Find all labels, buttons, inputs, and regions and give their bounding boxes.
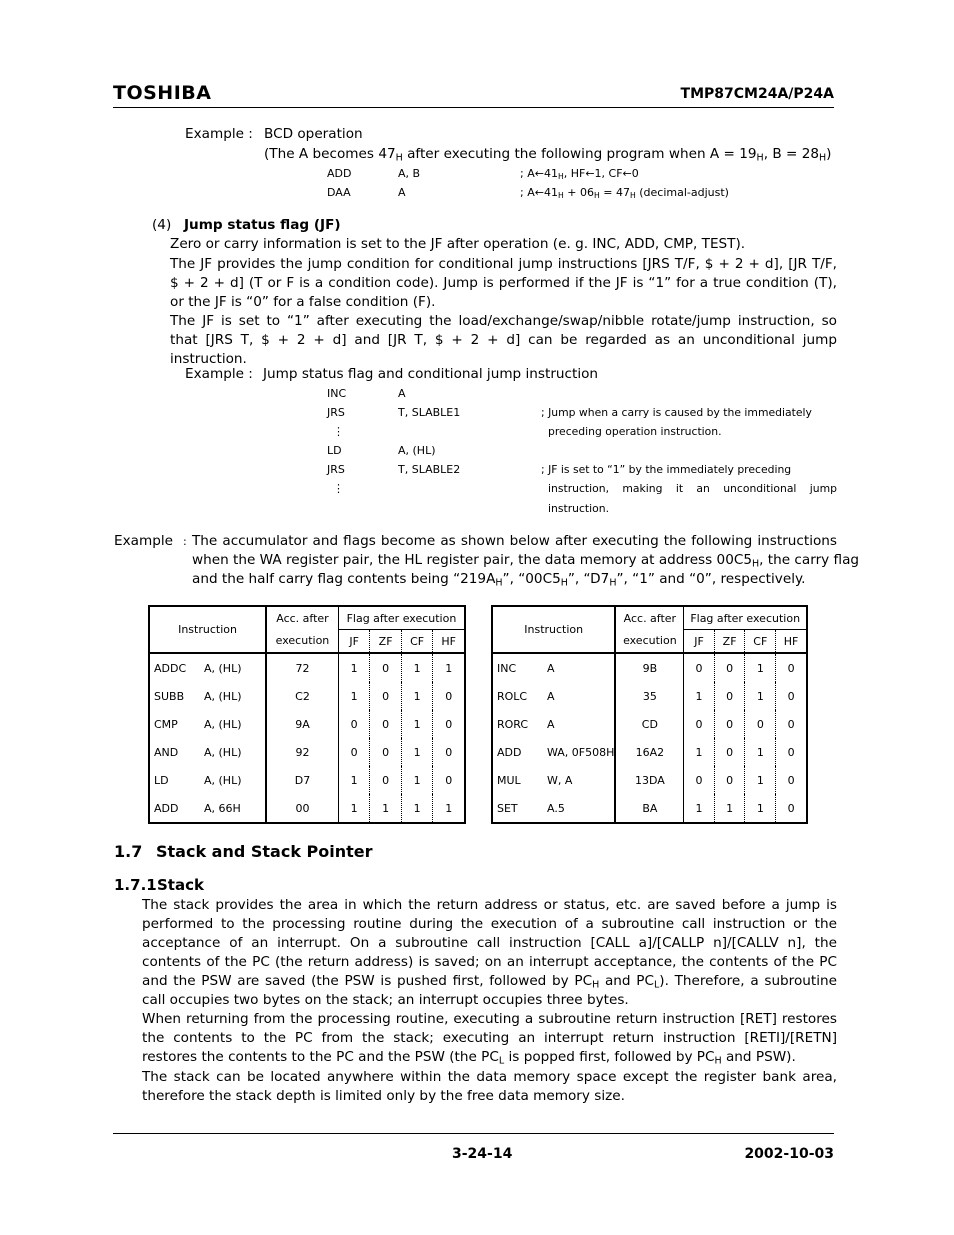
flag-cell-hf: 0 bbox=[433, 766, 465, 794]
header-flag-cf: CF bbox=[401, 630, 433, 654]
instruction-mnemonic: SET bbox=[497, 801, 518, 815]
flag-cell-jf: 0 bbox=[684, 766, 714, 794]
flag-cell-cf: 1 bbox=[401, 682, 433, 710]
acc-cell: D7 bbox=[266, 766, 338, 794]
flag-cell-hf: 1 bbox=[433, 653, 465, 682]
jump-code-comment: instruction, making it an unconditional jump bbox=[548, 482, 837, 495]
table-row bbox=[149, 738, 465, 766]
flag-cell-zf: 0 bbox=[370, 766, 402, 794]
flag-cell-jf: 1 bbox=[338, 682, 369, 710]
part-number: TMP87CM24A/P24A bbox=[680, 86, 834, 102]
instruction-mnemonic: RORC bbox=[497, 717, 529, 731]
jump-example-title: Jump status flag and conditional jump instruction bbox=[263, 366, 599, 382]
flag-cell-cf: 1 bbox=[745, 738, 776, 766]
flag-cell-hf: 0 bbox=[776, 682, 807, 710]
header-flag-hf: HF bbox=[776, 630, 807, 654]
instruction-operand: A bbox=[547, 717, 555, 731]
acc-cell: CD bbox=[615, 710, 683, 738]
instruction-cell bbox=[149, 710, 266, 738]
flag-cell-jf: 1 bbox=[684, 738, 714, 766]
flag-cell-jf: 0 bbox=[684, 710, 714, 738]
header-rule bbox=[113, 107, 834, 108]
header-execution: execution bbox=[615, 630, 683, 654]
acc-cell: 72 bbox=[266, 653, 338, 682]
instruction-cell bbox=[149, 653, 266, 682]
table-row bbox=[492, 653, 807, 682]
instruction-cell bbox=[492, 710, 615, 738]
stack-paragraph-2: When returning from the processing routine, executing a subroutine return instruction [RET] restores the contents to the PC from the stack; executing an interrupt return instruction [RETI]/[RETN] restores the contents to the PC and the PSW (the $PC_L$ is popped first, followed by $PC_H$ and PSW). bbox=[142, 1011, 837, 1067]
acc-example-colon: : bbox=[183, 535, 187, 548]
section-171-number: 1.7.1 bbox=[114, 876, 157, 894]
flag-cell-zf: 0 bbox=[714, 653, 745, 682]
instruction-mnemonic: ADDC bbox=[154, 661, 187, 675]
instruction-cell bbox=[492, 794, 615, 823]
flag-cell-cf: 1 bbox=[745, 766, 776, 794]
instruction-operand: WA, 0F508H bbox=[547, 745, 615, 759]
instruction-mnemonic: LD bbox=[154, 773, 169, 787]
jump-code-op: JRS bbox=[327, 406, 345, 419]
flag-cell-hf: 0 bbox=[776, 794, 807, 823]
jf-section-title: Jump status flag (JF) bbox=[184, 217, 341, 233]
section-171-title: Stack bbox=[157, 876, 204, 894]
jump-code-comment: ; Jump when a carry is caused by the immediately bbox=[541, 406, 812, 419]
acc-cell: 35 bbox=[615, 682, 683, 710]
header-flag-zf: ZF bbox=[370, 630, 402, 654]
jf-paragraph-1: Zero or carry information is set to the JF after operation (e. g. INC, ADD, CMP, TEST). bbox=[170, 236, 746, 252]
jump-example-label: Example : bbox=[185, 366, 253, 382]
jump-code-arg: T, SLABLE2 bbox=[398, 463, 461, 476]
table-row bbox=[149, 794, 465, 823]
flag-cell-zf: 0 bbox=[370, 653, 402, 682]
bcd-example-label: Example : bbox=[185, 126, 253, 142]
page-number: 3-24-14 bbox=[452, 1146, 513, 1162]
flag-cell-jf: 1 bbox=[338, 766, 369, 794]
flag-cell-hf: 0 bbox=[776, 653, 807, 682]
header-flag-after: Flag after execution bbox=[338, 606, 465, 630]
acc-cell: BA bbox=[615, 794, 683, 823]
flag-cell-zf: 0 bbox=[370, 738, 402, 766]
flag-cell-jf: 0 bbox=[338, 738, 369, 766]
acc-cell: 13DA bbox=[615, 766, 683, 794]
table-row bbox=[149, 766, 465, 794]
jump-code-ellipsis: ⋮ bbox=[333, 482, 344, 495]
instruction-operand: A bbox=[547, 689, 555, 703]
flag-cell-jf: 0 bbox=[684, 653, 714, 682]
brand-logo: TOSHIBA bbox=[113, 82, 212, 104]
instruction-cell bbox=[492, 682, 615, 710]
footer-rule bbox=[113, 1133, 834, 1134]
flag-cell-cf: 1 bbox=[745, 682, 776, 710]
jf-paragraph-3: The JF is set to “1” after executing the load/exchange/swap/nibble rotate/jump instruction, so that [JRS T, $ + 2 + d] and [JR T, $ + 2 + d] can be regarded as an unconditional jump instruction. bbox=[170, 313, 837, 367]
header-execution: execution bbox=[266, 630, 338, 654]
instruction-cell bbox=[492, 738, 615, 766]
header-flag-cf: CF bbox=[745, 630, 776, 654]
flag-cell-zf: 0 bbox=[714, 766, 745, 794]
bcd-example-title: BCD operation bbox=[264, 126, 363, 142]
jump-code-arg: A bbox=[398, 387, 406, 400]
flag-table-right bbox=[491, 605, 808, 824]
instruction-operand: A, (HL) bbox=[204, 661, 242, 675]
header-instruction: Instruction bbox=[492, 606, 615, 653]
instruction-cell bbox=[149, 738, 266, 766]
instruction-mnemonic: INC bbox=[497, 661, 517, 675]
instruction-mnemonic: ADD bbox=[154, 801, 179, 815]
instruction-cell bbox=[492, 766, 615, 794]
flag-cell-jf: 0 bbox=[338, 710, 369, 738]
instruction-mnemonic: ADD bbox=[497, 745, 522, 759]
instruction-operand: A.5 bbox=[547, 801, 565, 815]
flag-cell-zf: 0 bbox=[714, 710, 745, 738]
section-17-number: 1.7 bbox=[114, 842, 143, 861]
instruction-mnemonic: AND bbox=[154, 745, 179, 759]
bcd-code-arg: A, B bbox=[398, 167, 421, 180]
jf-section-number: (4) bbox=[152, 217, 172, 233]
bcd-code-comment: ; $A\leftarrow 41_H$, HF←1, CF←0 bbox=[520, 167, 639, 181]
flag-cell-cf: 1 bbox=[401, 653, 433, 682]
flag-cell-jf: 1 bbox=[684, 682, 714, 710]
header-flag-jf: JF bbox=[684, 630, 714, 654]
table-row bbox=[492, 682, 807, 710]
instruction-mnemonic: CMP bbox=[154, 717, 178, 731]
acc-cell: 9A bbox=[266, 710, 338, 738]
flag-cell-hf: 0 bbox=[433, 682, 465, 710]
flag-cell-hf: 1 bbox=[433, 794, 465, 823]
jump-code-op: INC bbox=[327, 387, 347, 400]
section-17-title: Stack and Stack Pointer bbox=[156, 842, 373, 861]
flag-cell-jf: 1 bbox=[684, 794, 714, 823]
flag-cell-zf: 0 bbox=[714, 738, 745, 766]
instruction-mnemonic: MUL bbox=[497, 773, 521, 787]
table-row bbox=[149, 682, 465, 710]
acc-cell: 16A2 bbox=[615, 738, 683, 766]
instruction-operand: A, (HL) bbox=[204, 745, 242, 759]
jump-code-arg: A, (HL) bbox=[398, 444, 436, 457]
table-row bbox=[149, 710, 465, 738]
table-row bbox=[492, 710, 807, 738]
jump-code-ellipsis: ⋮ bbox=[333, 425, 344, 438]
instruction-operand: A, (HL) bbox=[204, 689, 242, 703]
flag-cell-cf: 0 bbox=[745, 710, 776, 738]
acc-cell: 00 bbox=[266, 794, 338, 823]
flag-cell-zf: 1 bbox=[714, 794, 745, 823]
instruction-cell bbox=[149, 794, 266, 823]
instruction-operand: W, A bbox=[547, 773, 573, 787]
flag-cell-jf: 1 bbox=[338, 653, 369, 682]
flag-cell-cf: 1 bbox=[401, 766, 433, 794]
jump-code-op: LD bbox=[327, 444, 342, 457]
instruction-mnemonic: SUBB bbox=[154, 689, 185, 703]
instruction-cell bbox=[149, 682, 266, 710]
flag-cell-hf: 0 bbox=[776, 738, 807, 766]
jump-code-comment: instruction. bbox=[548, 502, 610, 515]
flag-cell-cf: 1 bbox=[745, 794, 776, 823]
acc-cell: 9B bbox=[615, 653, 683, 682]
acc-cell: C2 bbox=[266, 682, 338, 710]
flag-table-left bbox=[148, 605, 466, 824]
header-flag-hf: HF bbox=[433, 630, 465, 654]
jump-code-comment: ; JF is set to “1” by the immediately preceding bbox=[541, 463, 792, 476]
instruction-cell bbox=[492, 653, 615, 682]
document-date: 2002-10-03 bbox=[744, 1146, 834, 1162]
table-row bbox=[492, 766, 807, 794]
instruction-operand: A, 66H bbox=[204, 801, 241, 815]
acc-example-line-2: when the WA register pair, the HL register pair, the data memory at address $00C5_H$, the carry flag bbox=[192, 552, 860, 570]
flag-cell-cf: 1 bbox=[401, 794, 433, 823]
instruction-operand: A, (HL) bbox=[204, 773, 242, 787]
table-row bbox=[149, 653, 465, 682]
instruction-operand: A bbox=[547, 661, 555, 675]
table-row bbox=[492, 738, 807, 766]
acc-cell: 92 bbox=[266, 738, 338, 766]
flag-cell-hf: 0 bbox=[776, 710, 807, 738]
header-instruction: Instruction bbox=[149, 606, 266, 653]
header-acc-after: Acc. after bbox=[266, 606, 338, 630]
header-flag-after: Flag after execution bbox=[684, 606, 807, 630]
acc-example-line-3: and the half carry flag contents being “$219A_H$”, “$00C5_H$”, “$D7_H$”, “1” and “0”, respectively. bbox=[192, 571, 806, 589]
flag-cell-zf: 0 bbox=[370, 682, 402, 710]
instruction-cell bbox=[149, 766, 266, 794]
header-acc-after: Acc. after bbox=[615, 606, 683, 630]
bcd-code-op: ADD bbox=[327, 167, 352, 180]
flag-cell-hf: 0 bbox=[433, 710, 465, 738]
header-flag-zf: ZF bbox=[714, 630, 745, 654]
acc-example-label: Example bbox=[114, 533, 173, 549]
bcd-code-comment: ; $A\leftarrow 41_H + 06_H = 47_H$ (decimal-adjust) bbox=[520, 186, 729, 200]
bcd-code-op: DAA bbox=[327, 186, 351, 199]
stack-paragraph-1: The stack provides the area in which the return address or status, etc. are saved before a jump is performed to the processing routine during the execution of a subroutine call instruction or the acceptance of an interrupt. On a subroutine call instruction [CALL a]/[CALLP n]/[CALLV n], the contents of the PC (the return address) is saved; on an interrupt acceptance, the contents of the PC and the PSW are saved (the PSW is pushed first, followed by $PC_H$ and $PC_L$). Therefore, a subroutine call occupies two bytes on the stack; an interrupt occupies three bytes. bbox=[142, 897, 837, 1008]
instruction-mnemonic: ROLC bbox=[497, 689, 528, 703]
instruction-operand: A, (HL) bbox=[204, 717, 242, 731]
flag-cell-zf: 0 bbox=[714, 682, 745, 710]
flag-cell-zf: 1 bbox=[370, 794, 402, 823]
jf-paragraph-2: The JF provides the jump condition for conditional jump instructions [JRS T/F, $ + 2 + d], [JR T/F, $ + 2 + d] (T or F is a condition code). Jump is performed if the JF is “1” for a true condition (T), or the JF is “0” for a false condition (F). bbox=[170, 256, 837, 310]
header-flag-jf: JF bbox=[338, 630, 369, 654]
jump-code-comment: preceding operation instruction. bbox=[548, 425, 722, 438]
flag-cell-cf: 1 bbox=[401, 738, 433, 766]
flag-cell-hf: 0 bbox=[776, 766, 807, 794]
flag-cell-zf: 0 bbox=[370, 710, 402, 738]
stack-paragraph-3: The stack can be located anywhere within the data memory space except the register bank area, therefore the stack depth is limited only by the free data memory size. bbox=[142, 1069, 837, 1104]
acc-example-line-1: The accumulator and flags become as shown below after executing the following instructions bbox=[192, 533, 837, 549]
table-row bbox=[492, 794, 807, 823]
flag-cell-jf: 1 bbox=[338, 794, 369, 823]
jump-code-arg: T, SLABLE1 bbox=[398, 406, 461, 419]
bcd-example-desc: (The A becomes $47_H$ after executing the following program when $A = 19_H$, $B = 28_H$) bbox=[264, 146, 832, 164]
bcd-code-arg: A bbox=[398, 186, 406, 199]
flag-cell-cf: 1 bbox=[745, 653, 776, 682]
flag-cell-hf: 0 bbox=[433, 738, 465, 766]
flag-cell-cf: 1 bbox=[401, 710, 433, 738]
jump-code-op: JRS bbox=[327, 463, 345, 476]
